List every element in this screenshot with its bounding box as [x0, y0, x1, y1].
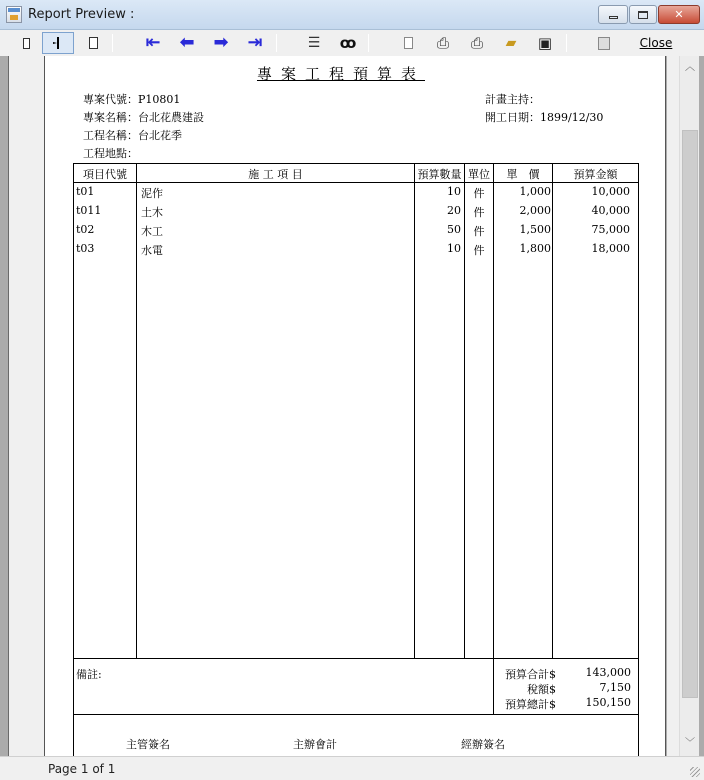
goto-page-button[interactable]: [302, 32, 326, 54]
find-button[interactable]: [336, 32, 360, 54]
header-field-project-code: [83, 91, 180, 107]
page-width-view-button[interactable]: [42, 32, 74, 54]
copy-button[interactable]: [396, 32, 420, 54]
print-button[interactable]: [464, 32, 490, 54]
cell-price: 2,000: [519, 204, 551, 217]
next-page-arrow-icon: ➡: [213, 32, 229, 53]
header-field-supervisor: [485, 91, 540, 107]
field-value: 台北花農建設: [138, 111, 204, 124]
subtotal-label: 預算合計$: [505, 668, 556, 681]
report-title: 專案工程預算表: [256, 65, 425, 83]
cell-unit: 件: [473, 225, 485, 238]
signature-section: [73, 715, 639, 756]
cell-amount: 18,000: [591, 242, 630, 255]
goto-page-icon: ☰: [307, 35, 321, 51]
toolbar-separator: [276, 34, 277, 52]
column-header: 項目代號: [83, 168, 127, 181]
cell-code: t02: [76, 223, 95, 236]
cell-unit: 件: [473, 187, 485, 200]
cell-price: 1,800: [519, 242, 551, 255]
close-label: Close: [639, 36, 673, 50]
column-header: 單位: [468, 168, 490, 181]
single-page-view-button[interactable]: [16, 32, 36, 54]
cell-code: t03: [76, 242, 95, 255]
resize-grip-icon[interactable]: [690, 767, 700, 777]
header-field-work-name: [83, 127, 182, 143]
page-indicator: Page 1 of 1: [48, 762, 116, 776]
left-gutter: [9, 56, 44, 756]
header-field-project-name: [83, 109, 204, 125]
previous-page-arrow-icon: ⬅: [179, 32, 195, 53]
text-cursor-icon: [57, 37, 59, 49]
cell-amount: 75,000: [591, 223, 630, 236]
cell-qty: 20: [447, 204, 461, 217]
export-button[interactable]: [592, 32, 616, 54]
column-header: 預算金額: [573, 168, 618, 181]
toolbar: [0, 30, 704, 56]
save-button[interactable]: [532, 32, 558, 54]
field-value: 台北花季: [138, 129, 182, 142]
page-icon: [23, 38, 30, 49]
previous-page-button[interactable]: [174, 32, 200, 54]
toolbar-separator: [566, 34, 567, 52]
close-button[interactable]: [636, 32, 676, 54]
cell-item: 木工: [141, 225, 163, 238]
status-bar: [0, 756, 704, 780]
field-label: 專案名稱：: [83, 111, 138, 124]
field-label: 計畫主持：: [485, 93, 540, 106]
summary-section: [73, 659, 639, 715]
column-divider: [493, 164, 494, 658]
right-gutter: [667, 56, 679, 756]
window-close-button[interactable]: [658, 5, 700, 24]
header-field-work-location: [83, 145, 138, 161]
close-x-icon: ✕: [674, 8, 684, 21]
floppy-disk-icon: ▣: [537, 34, 553, 52]
field-value: P10801: [138, 93, 181, 106]
column-divider: [493, 659, 494, 715]
header-field-start-date: [485, 109, 603, 125]
copy-icon: [404, 37, 413, 49]
preview-viewport[interactable]: [0, 56, 704, 756]
field-label: 工程地點：: [83, 147, 138, 160]
cell-price: 1,000: [519, 185, 551, 198]
scroll-up-arrow-icon[interactable]: ︿: [685, 62, 695, 73]
budget-table: [73, 163, 639, 659]
tax-label: 稅額$: [527, 683, 556, 696]
signature-handler: 經辦簽名: [461, 738, 505, 751]
next-page-button[interactable]: [208, 32, 234, 54]
grand-total-value: 150,150: [585, 696, 631, 709]
binoculars-icon: ꝏ: [339, 34, 357, 52]
scroll-down-arrow-icon[interactable]: ﹀: [685, 738, 695, 749]
field-label: 開工日期：: [485, 111, 540, 124]
printer-icon: ⎙: [470, 34, 483, 52]
full-page-view-button[interactable]: [82, 32, 104, 54]
column-header: 預算數量: [417, 168, 462, 181]
print-setup-button[interactable]: [430, 32, 456, 54]
vertical-scrollbar[interactable]: [679, 56, 699, 756]
tax-value: 7,150: [599, 681, 631, 694]
signature-manager: 主管簽名: [126, 738, 170, 751]
first-page-button[interactable]: [140, 32, 166, 54]
cell-amount: 40,000: [591, 204, 630, 217]
scrollbar-thumb[interactable]: [682, 130, 698, 698]
cell-code: t011: [76, 204, 102, 217]
page-icon: [89, 37, 98, 49]
last-page-button[interactable]: [242, 32, 268, 54]
first-page-arrow-icon: ⇤: [145, 32, 161, 53]
report-page: [44, 56, 666, 756]
cell-item: 泥作: [141, 187, 163, 200]
minimize-button[interactable]: [598, 5, 628, 24]
column-header: 單 價: [506, 168, 540, 181]
cell-amount: 10,000: [591, 185, 630, 198]
cell-qty: 50: [447, 223, 461, 236]
toolbar-separator: [112, 34, 113, 52]
field-label: 專案代號：: [83, 93, 138, 106]
cell-code: t01: [76, 185, 95, 198]
maximize-button[interactable]: [629, 5, 657, 24]
toolbar-separator: [368, 34, 369, 52]
minimize-icon: [609, 16, 618, 19]
subtotal-value: 143,000: [585, 666, 631, 679]
cell-qty: 10: [447, 242, 461, 255]
printer-setup-icon: ⎙: [436, 34, 449, 52]
signature-accountant: 主辦會計: [293, 738, 337, 751]
grand-total-label: 預算總計$: [505, 698, 556, 711]
column-divider: [136, 164, 137, 658]
cell-item: 土木: [141, 206, 163, 219]
open-button[interactable]: [498, 32, 524, 54]
field-value: 1899/12/30: [540, 111, 604, 124]
field-label: 工程名稱：: [83, 129, 138, 142]
open-folder-icon: ▰: [505, 35, 517, 51]
report-app-icon: [6, 6, 22, 23]
cell-unit: 件: [473, 206, 485, 219]
maximize-icon: [638, 11, 648, 19]
cell-unit: 件: [473, 244, 485, 257]
cell-item: 水電: [141, 244, 163, 257]
cell-qty: 10: [447, 185, 461, 198]
column-header: 施 工 項 目: [248, 168, 303, 181]
window-title: Report Preview :: [28, 7, 135, 22]
cell-price: 1,500: [519, 223, 551, 236]
export-icon: [598, 37, 610, 50]
last-page-arrow-icon: ⇥: [247, 32, 263, 53]
column-divider: [414, 164, 415, 658]
title-bar: [0, 0, 704, 30]
remarks-label: 備註:: [76, 668, 102, 681]
column-divider: [552, 164, 553, 658]
